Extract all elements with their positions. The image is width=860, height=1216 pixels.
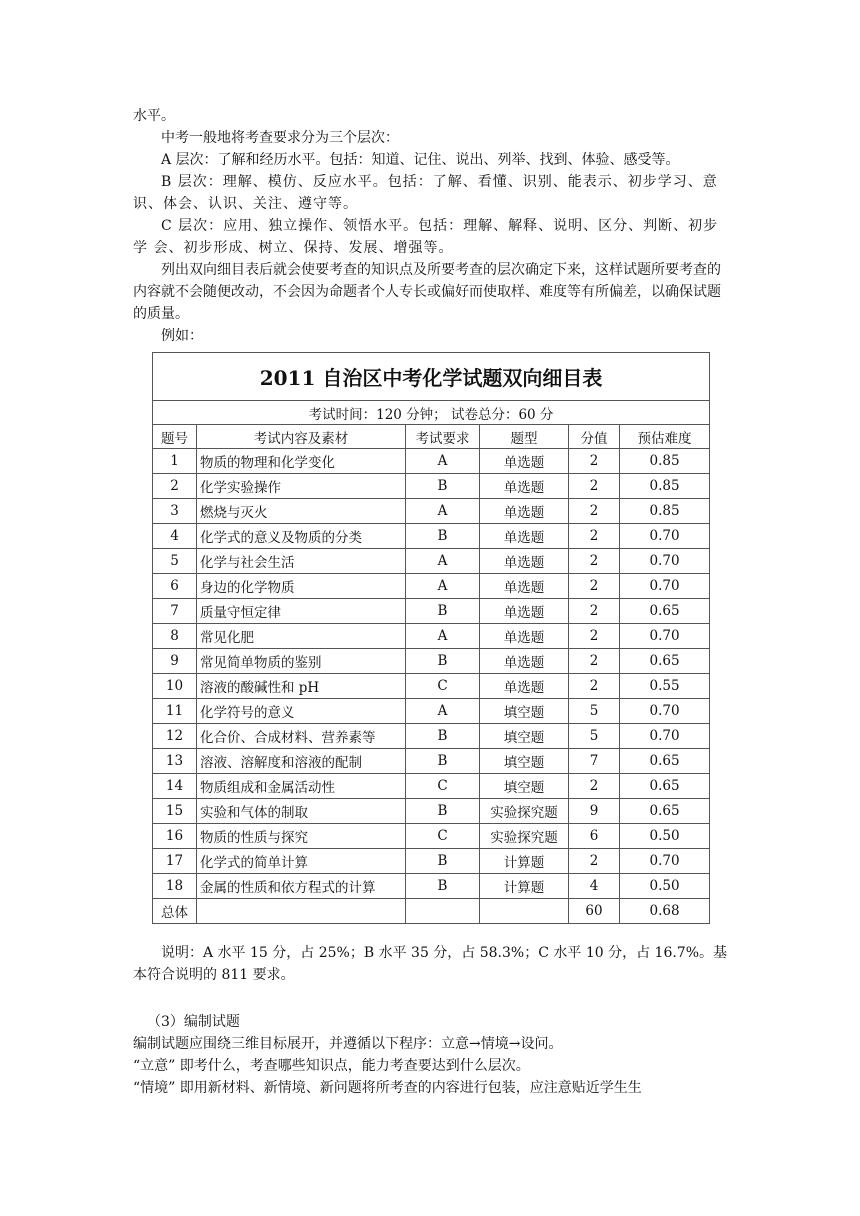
table-cell: 1: [153, 449, 197, 474]
table-row: [153, 849, 710, 874]
table-cell: 0.55: [620, 674, 710, 699]
header-cell: 考试内容及素材: [197, 425, 406, 449]
table-cell: C: [406, 674, 480, 699]
table-row: [153, 824, 710, 849]
table-cell: 0.65: [620, 599, 710, 624]
table-cell: 0.70: [620, 699, 710, 724]
table-cell: 2: [569, 774, 620, 799]
table-cell: 2: [569, 574, 620, 599]
table-cell: B: [406, 874, 480, 899]
table-cell: 4: [153, 524, 197, 549]
table-cell: A: [406, 499, 480, 524]
table-cell: 2: [569, 624, 620, 649]
header-cell: 题号: [153, 425, 197, 449]
table-header-row: [153, 425, 710, 449]
table-cell: 4: [569, 874, 620, 899]
paragraph-level-c: C 层次：应用、独立操作、领悟水平。包括：理解、解释、说明、区分、判断、初步学 会、初步形成、树立、保持、发展、增强等。: [133, 218, 719, 256]
table-cell: 0.70: [620, 624, 710, 649]
table-cell: 单选题: [480, 599, 569, 624]
table-cell: A: [406, 549, 480, 574]
table-cell: 单选题: [480, 449, 569, 474]
table-cell: 14: [153, 774, 197, 799]
table-cell: 10: [153, 674, 197, 699]
table-cell: 单选题: [480, 524, 569, 549]
table-row: [153, 799, 710, 824]
content-cell: 化学式的意义及物质的分类: [197, 524, 406, 549]
table-cell: 7: [569, 749, 620, 774]
table-cell: 填空题: [480, 699, 569, 724]
table-cell: 0.65: [620, 649, 710, 674]
paragraph-level-b: B 层次：理解、模仿、反应水平。包括：了解、看懂、识别、能表示、初步学习、意识、体会、认识、关注、遵守等。: [133, 174, 718, 212]
table-cell: 5: [569, 724, 620, 749]
table-cell: 0.70: [620, 524, 710, 549]
paragraph-note: 说明：A 水平 15 分，占 25%；B 水平 35 分，占 58.3%；C 水平 10 分，占 16.7%。基本符合说明的 811 要求。: [133, 945, 728, 983]
content-cell: 金属的性质和依方程式的计算: [197, 874, 406, 899]
table-cell: 0.65: [620, 799, 710, 824]
table-cell: 单选题: [480, 574, 569, 599]
table-cell: 计算题: [480, 849, 569, 874]
table-cell: 18: [153, 874, 197, 899]
table-row: [153, 524, 710, 549]
content-cell: 化学实验操作: [197, 474, 406, 499]
table-cell: 6: [569, 824, 620, 849]
table-total-row: [153, 899, 710, 924]
table-row: [153, 449, 710, 474]
table-cell: 2: [569, 474, 620, 499]
total-cell: 60: [569, 899, 620, 924]
table-row: [153, 874, 710, 899]
paragraph-level-a: A 层次：了解和经历水平。包括：知道、记住、说出、列举、找到、体验、感受等。: [161, 152, 680, 168]
content-cell: 实验和气体的制取: [197, 799, 406, 824]
exam-spec-table: [152, 352, 710, 924]
table-row: [153, 599, 710, 624]
table-cell: A: [406, 624, 480, 649]
table-cell: 0.70: [620, 549, 710, 574]
content-cell: 化学符号的意义: [197, 699, 406, 724]
header-cell: 预估难度: [620, 425, 710, 449]
table-cell: C: [406, 774, 480, 799]
table-row: [153, 649, 710, 674]
table-cell: B: [406, 649, 480, 674]
table-cell: 7: [153, 599, 197, 624]
table-cell: 16: [153, 824, 197, 849]
table-cell: 实验探究题: [480, 824, 569, 849]
table-cell: A: [406, 449, 480, 474]
total-cell: [406, 899, 480, 924]
table-row: [153, 774, 710, 799]
table-cell: 9: [569, 799, 620, 824]
table-cell: 实验探究题: [480, 799, 569, 824]
table-cell: 11: [153, 699, 197, 724]
table-cell: A: [406, 699, 480, 724]
table-cell: A: [406, 574, 480, 599]
table-cell: 0.65: [620, 749, 710, 774]
table-cell: 计算题: [480, 874, 569, 899]
table-cell: 2: [569, 649, 620, 674]
table-row: [153, 549, 710, 574]
table-row: [153, 724, 710, 749]
table-row: [153, 474, 710, 499]
table-cell: 2: [569, 674, 620, 699]
text-line: 水平。: [133, 108, 175, 124]
table-cell: 0.70: [620, 724, 710, 749]
table-cell: 单选题: [480, 674, 569, 699]
content-cell: 化合价、合成材料、营养素等: [197, 724, 406, 749]
table-row: [153, 699, 710, 724]
table-row: [153, 749, 710, 774]
table-cell: 填空题: [480, 774, 569, 799]
total-cell: [480, 899, 569, 924]
table-cell: 9: [153, 649, 197, 674]
table-row: [153, 574, 710, 599]
table-cell: 0.85: [620, 499, 710, 524]
content-cell: 溶液、溶解度和溶液的配制: [197, 749, 406, 774]
content-cell: 常见简单物质的鉴别: [197, 649, 406, 674]
header-cell: 分值: [569, 425, 620, 449]
content-cell: 物质的物理和化学变化: [197, 449, 406, 474]
table-cell: 单选题: [480, 549, 569, 574]
table-cell: 0.70: [620, 849, 710, 874]
paragraph-table-purpose: 列出双向细目表后就会使要考查的知识点及所要考查的层次确定下来，这样试题所要考查的内容就不会随便改动，不会因为命题者个人专长或偏好而使取样、难度等有所偏差，以确保试题的质量。: [133, 262, 721, 322]
table-cell: B: [406, 749, 480, 774]
table-cell: 填空题: [480, 749, 569, 774]
table-row: [153, 624, 710, 649]
total-cell: [197, 899, 406, 924]
table-cell: B: [406, 524, 480, 549]
table-cell: 2: [569, 849, 620, 874]
table-cell: B: [406, 799, 480, 824]
table-cell: B: [406, 849, 480, 874]
table-cell: 2: [569, 599, 620, 624]
table-row: [153, 674, 710, 699]
table-cell: 12: [153, 724, 197, 749]
table-cell: 0.85: [620, 449, 710, 474]
table-cell: 2: [153, 474, 197, 499]
table-cell: 0.50: [620, 874, 710, 899]
header-cell: 题型: [480, 425, 569, 449]
table-cell: 17: [153, 849, 197, 874]
table-cell: 2: [569, 449, 620, 474]
table-cell: 13: [153, 749, 197, 774]
section-heading: （3）编制试题: [147, 1014, 240, 1030]
table-cell: C: [406, 824, 480, 849]
content-cell: 常见化肥: [197, 624, 406, 649]
header-cell: 考试要求: [406, 425, 480, 449]
content-cell: 物质的性质与探究: [197, 824, 406, 849]
table-cell: 5: [569, 699, 620, 724]
table-title: 2011 自治区中考化学试题双向细目表: [153, 353, 710, 401]
table-cell: 6: [153, 574, 197, 599]
table-row: [153, 499, 710, 524]
table-cell: 0.70: [620, 574, 710, 599]
content-cell: 身边的化学物质: [197, 574, 406, 599]
content-cell: 溶液的酸碱性和 pH: [197, 674, 406, 699]
table-cell: 0.65: [620, 774, 710, 799]
section-line: “立意” 即考什么，考查哪些知识点，能力考查要达到什么层次。: [133, 1058, 530, 1074]
section-line: 编制试题应围绕三维目标展开，并遵循以下程序：立意→情境→设问。: [133, 1036, 563, 1052]
table-cell: 8: [153, 624, 197, 649]
table-cell: 2: [569, 499, 620, 524]
table-cell: 填空题: [480, 724, 569, 749]
paragraph-levels-intro: 中考一般地将考查要求分为三个层次：: [161, 130, 399, 146]
table-cell: 0.50: [620, 824, 710, 849]
table-cell: 2: [569, 524, 620, 549]
table-cell: 15: [153, 799, 197, 824]
table-cell: 单选题: [480, 499, 569, 524]
content-cell: 燃烧与灭火: [197, 499, 406, 524]
table-cell: 0.85: [620, 474, 710, 499]
table-cell: 5: [153, 549, 197, 574]
table-cell: 单选题: [480, 474, 569, 499]
table-cell: B: [406, 599, 480, 624]
table-cell: B: [406, 724, 480, 749]
total-cell: 0.68: [620, 899, 710, 924]
content-cell: 物质组成和金属活动性: [197, 774, 406, 799]
table-cell: 3: [153, 499, 197, 524]
table-cell: 单选题: [480, 649, 569, 674]
table-cell: 单选题: [480, 624, 569, 649]
content-cell: 化学与社会生活: [197, 549, 406, 574]
table-meta: 考试时间：120 分钟； 试卷总分：60 分: [153, 401, 710, 425]
content-cell: 质量守恒定律: [197, 599, 406, 624]
table-cell: 2: [569, 549, 620, 574]
total-cell: 总体: [153, 899, 197, 924]
content-cell: 化学式的简单计算: [197, 849, 406, 874]
paragraph-example: 例如：: [161, 328, 203, 344]
table-cell: B: [406, 474, 480, 499]
section-line: “情境” 即用新材料、新情境、新问题将所考查的内容进行包装，应注意贴近学生生: [133, 1080, 642, 1096]
